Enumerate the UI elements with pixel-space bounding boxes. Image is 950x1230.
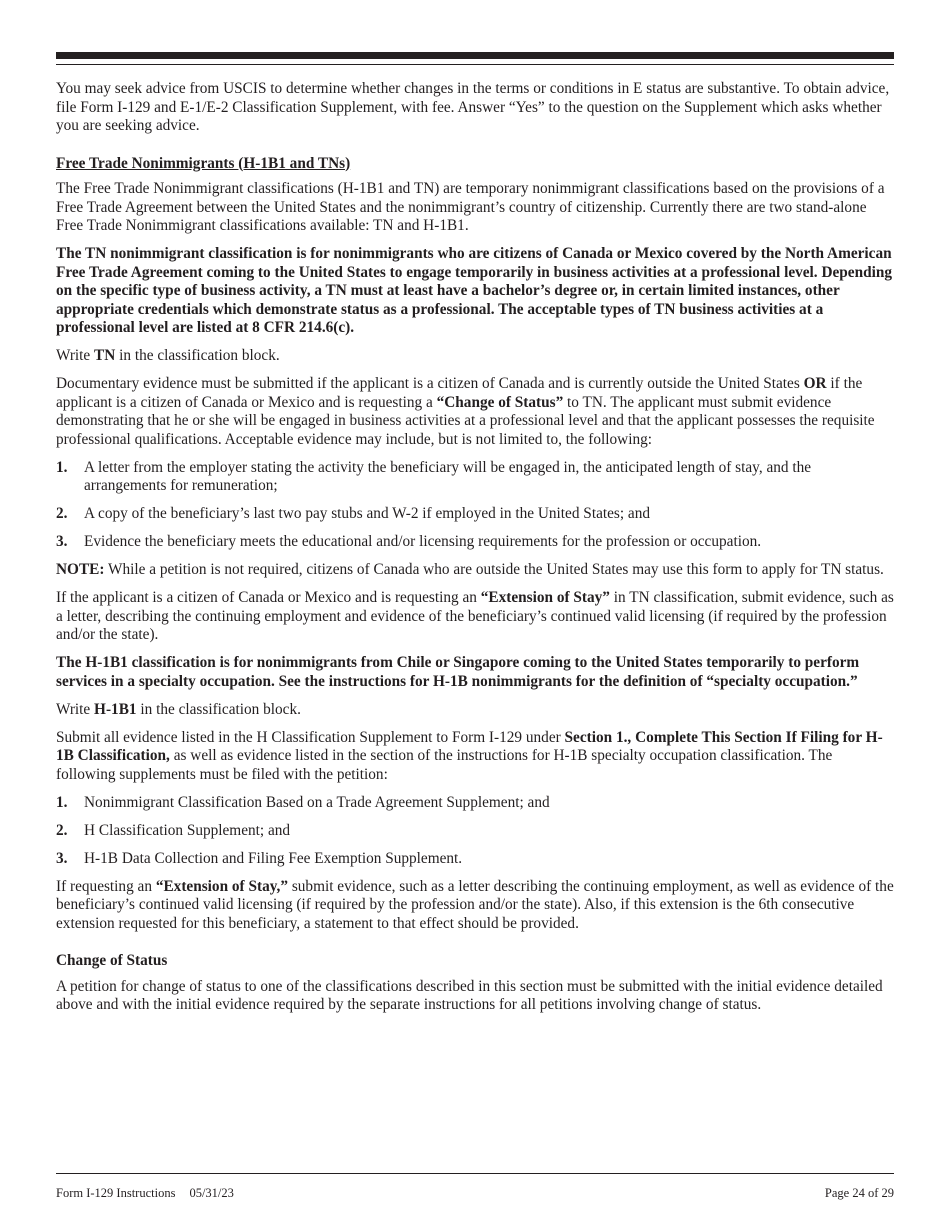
list-item: 1. A letter from the employer stating the activity the beneficiary will be engaged in, the anticipated length of stay, and the arrangements for remuneration;: [56, 458, 812, 494]
documentary-evidence-paragraph: Documentary evidence must be submitted if the applicant is a citizen of Canada and is currently outside the United States OR if the applicant is a citizen of Canada or Mexico and is requesting a “Change of Status” to TN. The applicant must submit evidence demonstrating that he or she will be engaged in business activities at a professional level and that the applicant possesses the requisite professional qualifications. Acceptable evidence may include, but is not limited to, the following:: [56, 375, 875, 448]
note-paragraph: NOTE: While a petition is not required, citizens of Canada who are outside the United States may use this form to apply for TN status.: [56, 561, 884, 578]
page-number: Page 24 of 29: [824, 1186, 894, 1200]
list-item: 2. H Classification Supplement; and: [56, 821, 291, 839]
h1b1-write-instruction: Write H-1B1 in the classification block.: [56, 700, 301, 718]
h1b1-classification-paragraph: The H-1B1 classification is for nonimmigrants from Chile or Singapore coming to the United States temporarily to perform services in a specialty occupation. See the instructions for H-1B nonimmigrants for the definition of “specialty occupation.”: [56, 654, 860, 690]
list-item: 1. Nonimmigrant Classification Based on a Trade Agreement Supplement; and: [56, 793, 550, 811]
tn-evidence-list: [56, 459, 894, 552]
intro-paragraph: You may seek advice from USCIS to determine whether changes in the terms or conditions in E status are substantive. To obtain advice, file Form I-129 and E-1/E-2 Classification Supplement, with fee. Answer “Yes” to the question on the Supplement which asks whether you are seeking advice.: [56, 80, 890, 134]
list-item: 3. Evidence the beneficiary meets the educational and/or licensing requirements for the profession or occupation.: [56, 533, 762, 550]
change-of-status-heading: Change of Status: [56, 952, 168, 969]
page-content: [56, 80, 894, 1024]
page-footer: [56, 1186, 894, 1201]
footer-form-name: Form I-129 Instructions: [56, 1186, 176, 1200]
list-item: 2. A copy of the beneficiary’s last two pay stubs and W-2 if employed in the United States; and: [56, 505, 651, 522]
free-trade-paragraph: The Free Trade Nonimmigrant classifications (H-1B1 and TN) are temporary nonimmigrant classifications based on the provisions of a Free Trade Agreement between the United States and the nonimmigrant’s country of citizenship. Currently there are two stand-alone Free Trade Nonimmigrant classifications available: TN and H-1B1.: [56, 180, 885, 234]
tn-extension-paragraph: If the applicant is a citizen of Canada or Mexico and is requesting an “Extension of Stay” in TN classification, submit evidence, such as a letter, describing the continuing employment and evidence of the beneficiary’s continued valid licensing (if required by the profession and/or the state).: [56, 589, 894, 643]
h1b1-supplement-list: [56, 794, 894, 869]
tn-write-instruction: Write TN in the classification block.: [56, 347, 280, 364]
footer-date: 05/31/23: [189, 1186, 234, 1200]
h1b1-extension-paragraph: If requesting an “Extension of Stay,” submit evidence, such as a letter describing the continuing employment, as well as evidence of the beneficiary’s continued valid licensing (if required by the profession and/or the state). Also, if this extension is the 6th consecutive extension requested for this beneficiary, a statement to that effect should be provided.: [56, 877, 894, 932]
header-rule-thin: [56, 64, 894, 65]
list-item: 3. H-1B Data Collection and Filing Fee Exemption Supplement.: [56, 849, 463, 867]
tn-classification-paragraph: The TN nonimmigrant classification is for nonimmigrants who are citizens of Canada or Mexico covered by the North American Free Trade Agreement coming to the United States to engage temporarily in business activities at a professional level. Depending on the specific type of business activity, a TN must at least have a bachelor’s degree or, in certain limited instances, other appropriate credentials which demonstrate status as a professional. The acceptable types of TN business activities at a professional level are listed at 8 CFR 214.6(c).: [56, 245, 893, 336]
free-trade-heading: Free Trade Nonimmigrants (H-1B1 and TNs): [56, 154, 351, 172]
submit-evidence-paragraph: Submit all evidence listed in the H Classification Supplement to Form I-129 under Section 1., Complete This Section If Filing for H-1B Classification, as well as evidence listed in the section of the instructions for H-1B specialty occupation classification. The following supplements must be filed with the petition:: [56, 728, 883, 783]
change-of-status-paragraph: A petition for change of status to one of the classifications described in this section must be submitted with the initial evidence detailed above and with the initial evidence required by the separate instructions for all petitions involving change of status.: [56, 977, 883, 1013]
footer-rule: [56, 1173, 894, 1174]
header-rule-thick: [56, 52, 894, 59]
